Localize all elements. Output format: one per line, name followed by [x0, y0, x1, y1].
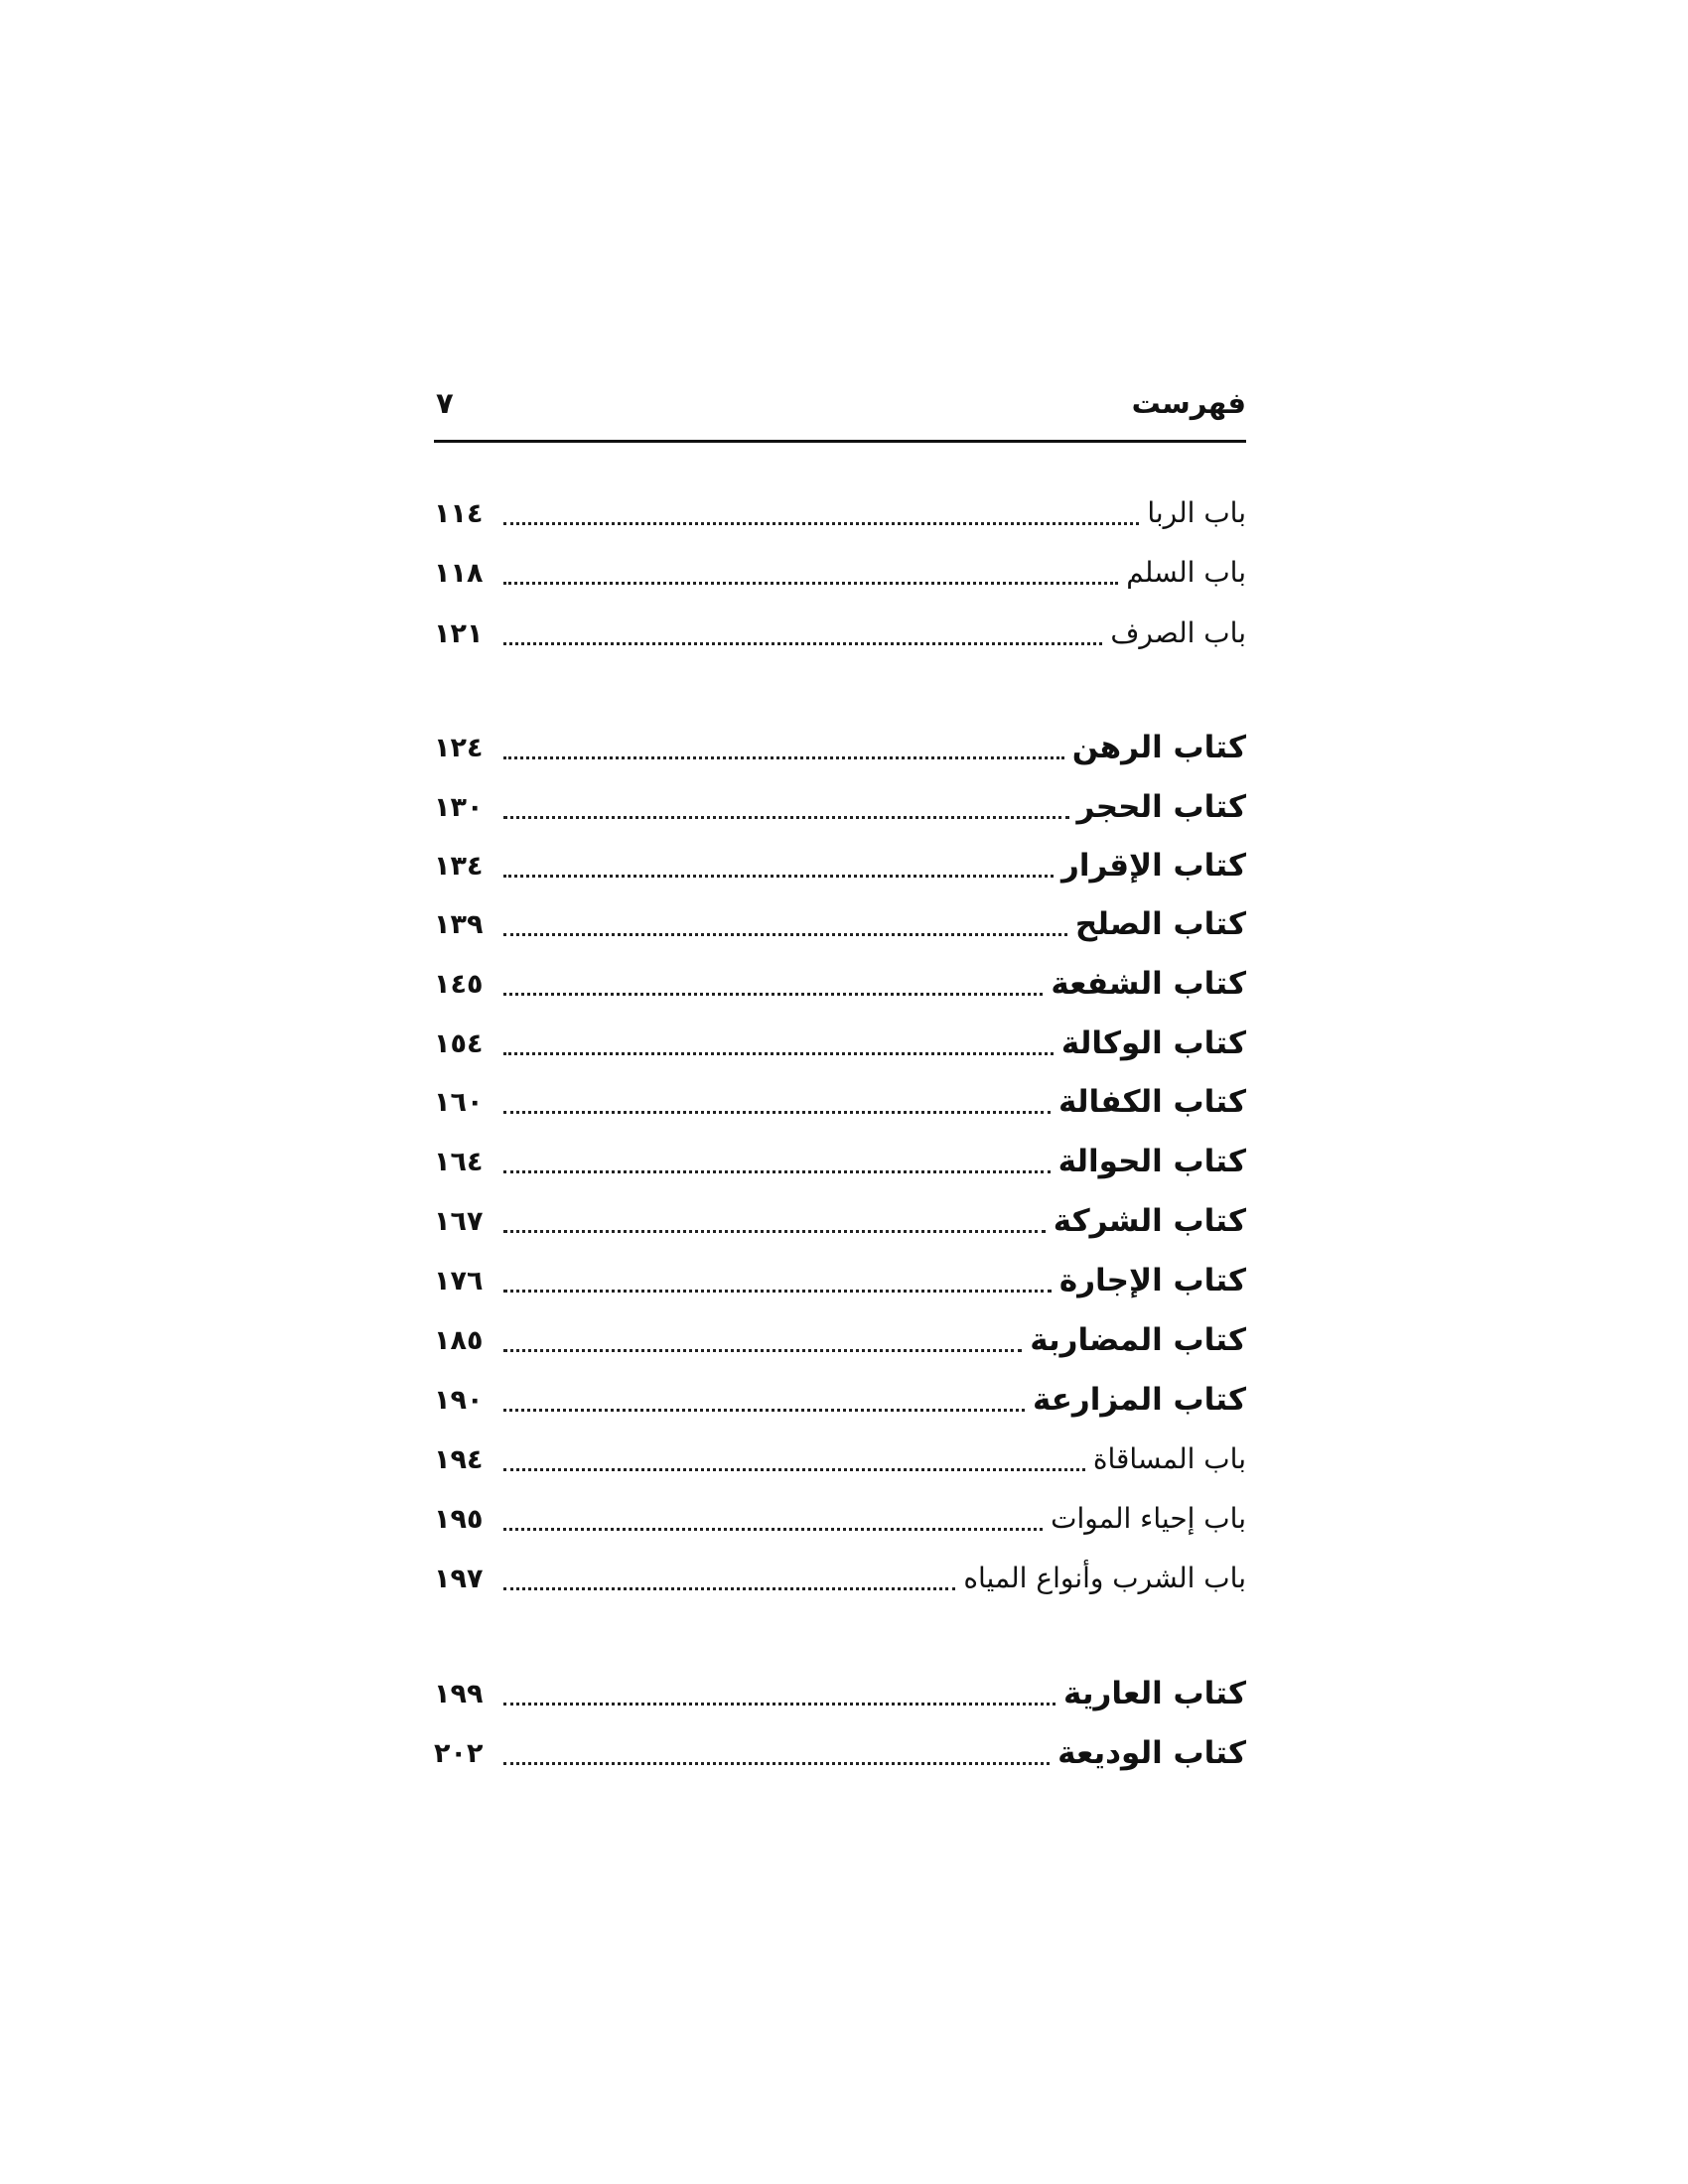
- toc-entry-title: باب الربا: [1147, 496, 1246, 529]
- dot-leader: [503, 816, 1069, 819]
- toc-entry-page: ۱۹٤: [434, 1443, 484, 1475]
- toc-entry-page: ۱٦۷: [434, 1205, 484, 1237]
- toc-entry-page: ۱۹۰: [434, 1384, 484, 1416]
- toc-entry-title: باب المساقاة: [1092, 1442, 1246, 1475]
- toc-entry-title: كتاب الوكالة: [1060, 1024, 1246, 1061]
- toc-entry-title: كتاب المزارعة: [1032, 1381, 1246, 1418]
- toc-entry: [434, 1198, 1246, 1244]
- toc-entry: [434, 1671, 1246, 1716]
- dot-leader: [503, 1468, 1085, 1471]
- toc-entry-page: ۱٥٤: [434, 1027, 484, 1059]
- toc-entry: [434, 550, 1246, 596]
- dot-leader: [503, 642, 1102, 645]
- toc-entry-title: كتاب الصلح: [1074, 905, 1246, 942]
- toc-entry: [434, 1079, 1246, 1125]
- toc-entry: [434, 1496, 1246, 1542]
- toc-entry-page: ۱٦٤: [434, 1146, 484, 1177]
- dot-leader: [503, 1170, 1051, 1173]
- toc-entry-title: باب إحياء الموات: [1051, 1502, 1246, 1535]
- toc-entry-page: ۲۰۲: [434, 1737, 484, 1769]
- toc-entry-page: ۱۸٥: [434, 1324, 484, 1356]
- dot-leader: [503, 1703, 1055, 1706]
- dot-leader: [503, 1290, 1052, 1293]
- toc-entry-page: ۱٦۰: [434, 1086, 484, 1118]
- toc-entry: [434, 1317, 1246, 1363]
- toc-entry: [434, 1021, 1246, 1066]
- dot-leader: [503, 993, 1043, 996]
- dot-leader: [503, 1762, 1050, 1765]
- dot-leader: [503, 1052, 1054, 1055]
- toc-entry-title: كتاب الشفعة: [1051, 965, 1246, 1002]
- toc-entry-title: كتاب المضاربة: [1030, 1321, 1246, 1358]
- dot-leader: [503, 933, 1067, 936]
- toc-entry: [434, 901, 1246, 947]
- page-title: فهرست: [1131, 386, 1246, 420]
- toc-entry: [434, 1436, 1246, 1482]
- toc-entry-title: كتاب الإقرار: [1060, 847, 1246, 884]
- toc-entry: [434, 1730, 1246, 1776]
- toc-entry: [434, 784, 1246, 830]
- toc-entry-title: باب السلم: [1126, 556, 1246, 589]
- toc-entry-title: كتاب الحجر: [1076, 788, 1246, 825]
- toc-entry: [434, 725, 1246, 770]
- toc-entry-title: كتاب العارية: [1063, 1675, 1246, 1711]
- header-divider: [434, 440, 1246, 443]
- toc-entry-title: باب الصرف: [1110, 616, 1246, 649]
- toc-entry-page: ۱۱۸: [434, 557, 484, 589]
- dot-leader: [503, 1111, 1051, 1114]
- toc-entry-page: ۱۲٤: [434, 732, 484, 763]
- toc-entry-page: ۱۹٥: [434, 1503, 484, 1535]
- toc-entry: [434, 843, 1246, 888]
- toc-entry-page: ۱۳٤: [434, 850, 484, 882]
- dot-leader: [503, 1230, 1046, 1233]
- toc-entry-page: ۱٤٥: [434, 968, 484, 1000]
- toc-entry-page: ۱۱٤: [434, 497, 484, 529]
- toc-entry-title: كتاب الكفالة: [1058, 1083, 1246, 1120]
- toc-entry-page: ۱۹۷: [434, 1563, 484, 1594]
- toc-entry-page: ۱۳۰: [434, 791, 484, 823]
- toc-entry: [434, 1258, 1246, 1303]
- dot-leader: [503, 522, 1139, 525]
- toc-entry-title: باب الشرب وأنواع المياه: [963, 1562, 1246, 1594]
- toc-entry-title: كتاب الحوالة: [1057, 1143, 1246, 1179]
- dot-leader: [503, 1349, 1022, 1352]
- dot-leader: [503, 1528, 1043, 1531]
- dot-leader: [503, 756, 1064, 759]
- toc-entry: [434, 611, 1246, 656]
- page-header: [434, 379, 1246, 437]
- toc-entry-title: كتاب الرهن: [1071, 729, 1246, 765]
- dot-leader: [503, 1587, 955, 1590]
- toc-entry-title: كتاب الشركة: [1053, 1202, 1246, 1239]
- toc-entry-page: ۱۹۹: [434, 1678, 484, 1709]
- toc-entry: [434, 490, 1246, 536]
- dot-leader: [503, 875, 1054, 878]
- toc-entry: [434, 1556, 1246, 1601]
- toc-entry-title: كتاب الوديعة: [1057, 1734, 1246, 1771]
- toc-entry: [434, 961, 1246, 1007]
- page-number: ۷: [436, 386, 454, 420]
- toc-entry-page: ۱۷٦: [434, 1265, 484, 1297]
- toc-entry: [434, 1377, 1246, 1423]
- toc-entry-page: ۱۲۱: [434, 617, 484, 649]
- toc-entry-page: ۱۳۹: [434, 908, 484, 940]
- dot-leader: [503, 582, 1118, 585]
- dot-leader: [503, 1409, 1025, 1412]
- toc-entry: [434, 1139, 1246, 1184]
- toc-entry-title: كتاب الإجارة: [1058, 1262, 1246, 1298]
